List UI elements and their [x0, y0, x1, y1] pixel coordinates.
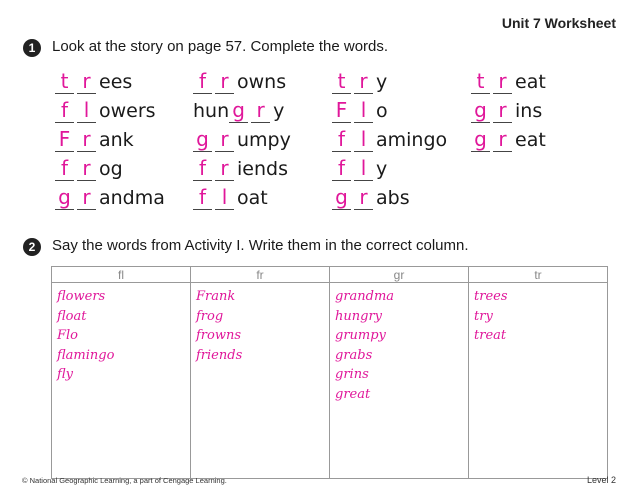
activity-2-instruction: Say the words from Activity I. Write them in the correct column. — [52, 237, 469, 254]
letter-blank[interactable]: r — [77, 186, 96, 210]
letter-blank[interactable]: r — [354, 186, 373, 210]
letter-blank[interactable]: f — [193, 70, 212, 94]
fill-in-word — [332, 183, 471, 210]
handwritten-word: hungry — [335, 308, 382, 324]
word-ending: eat — [515, 129, 546, 151]
letter-blank[interactable]: r — [354, 70, 373, 94]
fill-in-word — [55, 183, 193, 210]
fill-in-word — [471, 154, 611, 181]
letter-blank[interactable]: r — [215, 157, 234, 181]
fill-in-word — [55, 67, 193, 94]
activity-1-word-grid — [55, 67, 615, 212]
letter-blank[interactable]: f — [193, 157, 212, 181]
fill-in-word — [55, 125, 193, 152]
column-header-fl: fl — [52, 267, 191, 283]
word-ending: o — [376, 100, 388, 122]
word-ending: owers — [99, 100, 156, 122]
letter-blank[interactable]: g — [55, 186, 74, 210]
letter-blank[interactable]: f — [332, 128, 351, 152]
worksheet-title: Unit 7 Worksheet — [501, 15, 616, 31]
letter-blank[interactable]: r — [77, 157, 96, 181]
word-ending: og — [99, 158, 123, 180]
word-ending: y — [376, 158, 388, 180]
word-ending: eat — [515, 71, 546, 93]
column-tr-cell[interactable] — [469, 283, 608, 479]
word-ending: ank — [99, 129, 134, 151]
letter-blank[interactable]: t — [471, 70, 490, 94]
letter-blank[interactable]: g — [471, 128, 490, 152]
level-label: Level 2 — [586, 475, 616, 485]
letter-blank[interactable]: t — [332, 70, 351, 94]
sort-table — [51, 266, 608, 479]
word-ending: y — [376, 71, 388, 93]
column-header-fr: fr — [191, 267, 330, 283]
letter-blank[interactable]: f — [55, 157, 74, 181]
letter-blank[interactable]: F — [332, 99, 351, 123]
activity-1-instruction: Look at the story on page 57. Complete the words. — [52, 38, 389, 55]
handwritten-word: frowns — [196, 328, 242, 343]
letter-blank[interactable]: l — [354, 99, 373, 123]
word-ending: ees — [99, 71, 133, 93]
word-ending: amingo — [376, 129, 448, 151]
fill-in-word — [193, 154, 332, 181]
handwritten-word: trees — [474, 289, 508, 304]
letter-blank[interactable]: g — [229, 99, 248, 123]
letter-blank[interactable]: r — [215, 128, 234, 152]
letter-blank[interactable]: r — [77, 70, 96, 94]
column-header-tr: tr — [469, 267, 608, 283]
column-gr-cell[interactable] — [330, 283, 469, 479]
fill-in-word — [332, 154, 471, 181]
letter-blank[interactable]: f — [193, 186, 212, 210]
letter-blank[interactable]: l — [215, 186, 234, 210]
handwritten-word: flowers — [57, 289, 106, 304]
handwritten-word: flamingo — [57, 347, 115, 363]
letter-blank[interactable]: r — [251, 99, 270, 123]
word-ending: iends — [237, 158, 288, 180]
fill-in-word — [332, 96, 471, 123]
handwritten-word: treat — [474, 328, 507, 343]
fill-in-word — [471, 183, 611, 210]
word-ending: oat — [237, 187, 268, 209]
word-ending: umpy — [237, 129, 291, 151]
letter-blank[interactable]: F — [55, 128, 74, 152]
letter-blank[interactable]: r — [493, 70, 512, 94]
fill-in-word — [471, 67, 611, 94]
handwritten-word: grumpy — [335, 328, 386, 343]
letter-blank[interactable]: l — [77, 99, 96, 123]
letter-blank[interactable]: r — [77, 128, 96, 152]
letter-blank[interactable]: r — [493, 128, 512, 152]
column-header-gr: gr — [330, 267, 469, 283]
activity-1-number-badge: 1 — [23, 39, 41, 57]
letter-blank[interactable]: r — [493, 99, 512, 123]
letter-blank[interactable]: t — [55, 70, 74, 94]
word-ending: andma — [99, 187, 165, 209]
handwritten-word: grabs — [335, 347, 373, 363]
handwritten-word: fly — [57, 367, 74, 382]
handwritten-word: Frank — [196, 289, 236, 304]
fill-in-word — [55, 96, 193, 123]
fill-in-word — [193, 125, 332, 152]
letter-blank[interactable]: g — [332, 186, 351, 210]
letter-blank[interactable]: f — [332, 157, 351, 181]
letter-blank[interactable]: l — [354, 157, 373, 181]
letter-blank[interactable]: l — [354, 128, 373, 152]
handwritten-word: friends — [196, 347, 243, 363]
column-fr-cell[interactable] — [191, 283, 330, 479]
word-ending: y — [273, 100, 285, 122]
word-prefix: hun — [193, 100, 230, 122]
fill-in-word — [193, 96, 332, 123]
fill-in-word — [332, 125, 471, 152]
activity-2-number-badge: 2 — [23, 238, 41, 256]
fill-in-word — [471, 125, 611, 152]
handwritten-word: great — [335, 386, 371, 402]
handwritten-word: try — [474, 308, 493, 324]
handwritten-word: grins — [335, 367, 369, 382]
letter-blank[interactable]: r — [215, 70, 234, 94]
fill-in-word — [332, 67, 471, 94]
fill-in-word — [55, 154, 193, 181]
word-ending: abs — [376, 187, 410, 209]
fill-in-word — [193, 183, 332, 210]
letter-blank[interactable]: f — [55, 99, 74, 123]
fill-in-word — [193, 67, 332, 94]
copyright-notice: © National Geographic Learning, a part of Cengage Learning. — [22, 476, 227, 485]
word-ending: ins — [515, 100, 543, 122]
handwritten-word: frog — [196, 308, 224, 324]
fill-in-word — [471, 96, 611, 123]
word-ending: owns — [237, 71, 287, 93]
handwritten-word: grandma — [335, 289, 395, 304]
handwritten-word: Flo — [57, 328, 79, 343]
letter-blank[interactable]: g — [193, 128, 212, 152]
column-fl-cell[interactable] — [52, 283, 191, 479]
handwritten-word: float — [57, 308, 87, 324]
letter-blank[interactable]: g — [471, 99, 490, 123]
